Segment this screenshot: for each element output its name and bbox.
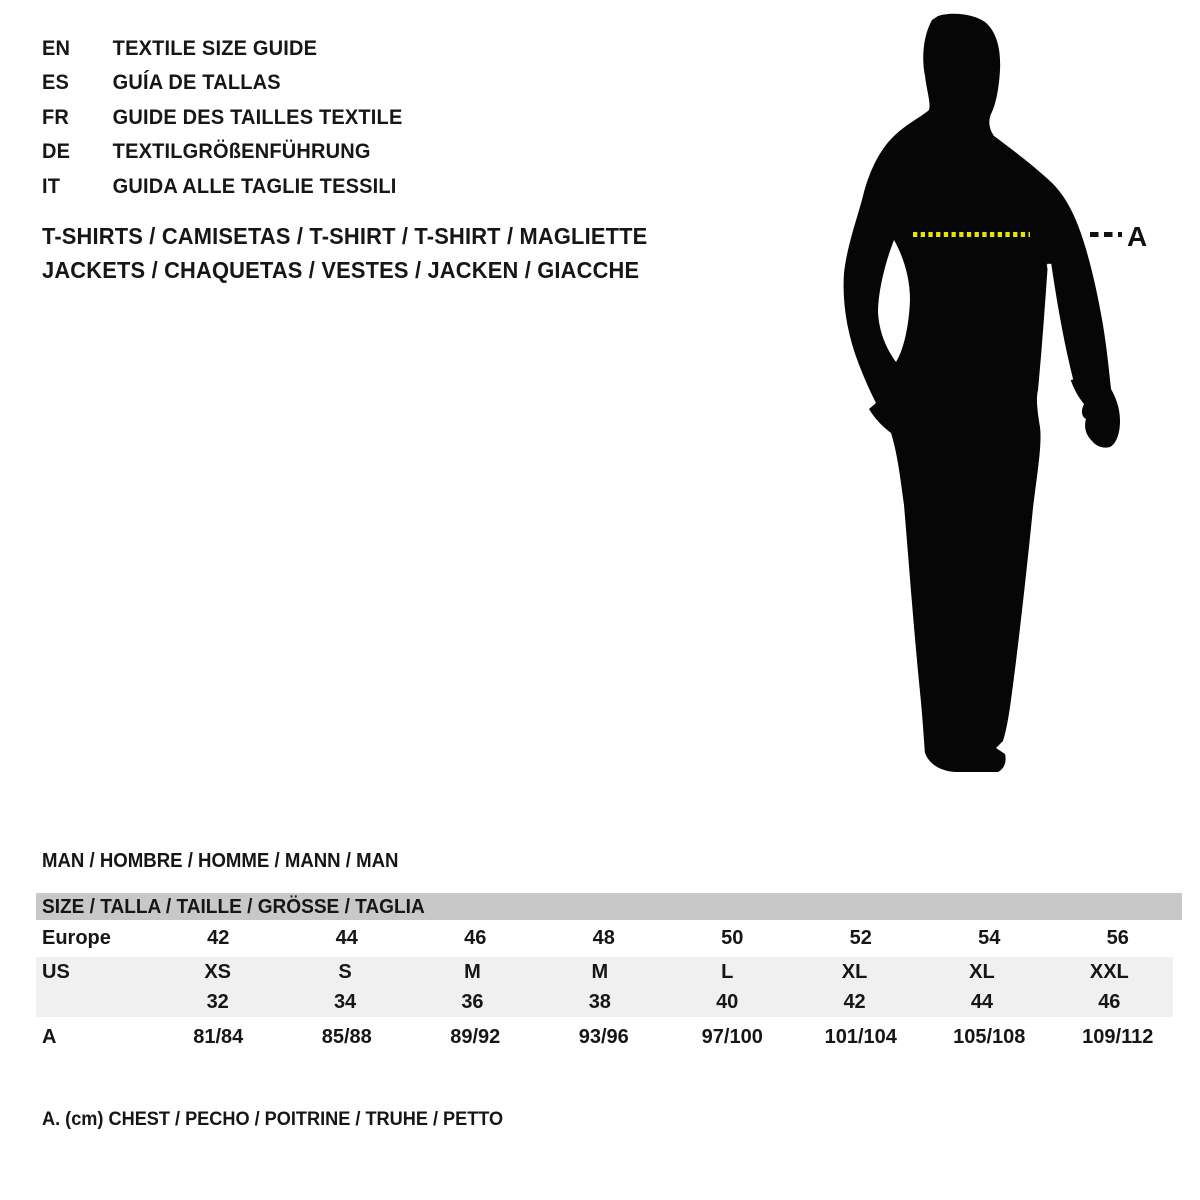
cell-value: 48: [592, 927, 615, 949]
cell-value: 93/96: [578, 1025, 629, 1048]
cell-value: 40: [716, 990, 739, 1013]
cell-value: S: [338, 960, 352, 983]
cell-value: 109/112: [1082, 1025, 1154, 1048]
cell-value: 81/84: [193, 1025, 244, 1048]
cell-value: 32: [206, 990, 229, 1013]
man-silhouette-path: [844, 14, 1120, 772]
cell-value: 52: [849, 927, 872, 949]
section-title-man: MAN / HOMBRE / HOMME / MANN / MAN: [42, 850, 399, 872]
table-gray-band: [36, 957, 1173, 1017]
size-table-header-label: SIZE / TALLA / TAILLE / GRÖSSE / TAGLIA: [42, 894, 425, 918]
product-line-tshirts: T-SHIRTS / CAMISETAS / T-SHIRT / T-SHIRT / MAGLIETTE: [42, 223, 648, 249]
language-code: FR: [42, 104, 70, 129]
language-title: TEXTILE SIZE GUIDE: [112, 35, 318, 60]
language-code: IT: [42, 173, 61, 198]
cell-value: 34: [333, 990, 357, 1013]
language-code: DE: [42, 139, 71, 164]
language-title: GUIDE DES TAILLES TEXTILE: [112, 104, 403, 129]
size-table-header: [36, 893, 1182, 920]
row-label: US: [42, 960, 70, 983]
measure-a-label: A: [1127, 221, 1148, 252]
measurement-footnote: A. (cm) CHEST / PECHO / POITRINE / TRUHE / PETTO: [42, 1108, 504, 1130]
cell-value: 50: [721, 927, 744, 949]
cell-value: M: [591, 960, 609, 983]
language-code: ES: [42, 70, 70, 95]
cell-value: XS: [204, 960, 232, 983]
cell-value: 44: [335, 927, 358, 949]
cell-value: 38: [588, 990, 611, 1013]
cell-value: 105/108: [953, 1025, 1026, 1048]
table-row-us-numeric: [36, 987, 1173, 1017]
table-row-europe: [36, 920, 1182, 957]
cell-value: 42: [207, 927, 230, 949]
product-line-jackets: JACKETS / CHAQUETAS / VESTES / JACKEN / GIACCHE: [42, 256, 640, 283]
language-title: GUIDA ALLE TAGLIE TESSILI: [112, 173, 397, 198]
cell-value: 85/88: [321, 1025, 372, 1048]
cell-value: 54: [978, 927, 1001, 949]
cell-value: M: [464, 960, 481, 983]
cell-value: 46: [1098, 990, 1121, 1013]
cell-value: 42: [843, 990, 866, 1013]
language-code: EN: [42, 35, 71, 60]
cell-value: 56: [1106, 927, 1129, 949]
table-row-chest-a: [36, 1017, 1182, 1057]
cell-value: XL: [969, 960, 995, 983]
row-label: A: [42, 1025, 57, 1048]
cell-value: XXL: [1089, 960, 1129, 983]
cell-value: 89/92: [450, 1025, 501, 1048]
row-label: Europe: [42, 927, 111, 949]
cell-value: 36: [461, 990, 484, 1013]
table-row-us: [36, 957, 1173, 987]
language-title: TEXTILGRÖßENFÜHRUNG: [112, 139, 371, 164]
cell-value: 46: [464, 927, 487, 949]
cell-value: 44: [970, 990, 994, 1013]
cell-value: L: [721, 960, 734, 983]
cell-value: 101/104: [824, 1025, 897, 1048]
language-title: GUÍA DE TALLAS: [112, 70, 281, 95]
cell-value: 97/100: [701, 1025, 763, 1048]
size-table: [36, 893, 1182, 1057]
cell-value: XL: [841, 960, 868, 983]
